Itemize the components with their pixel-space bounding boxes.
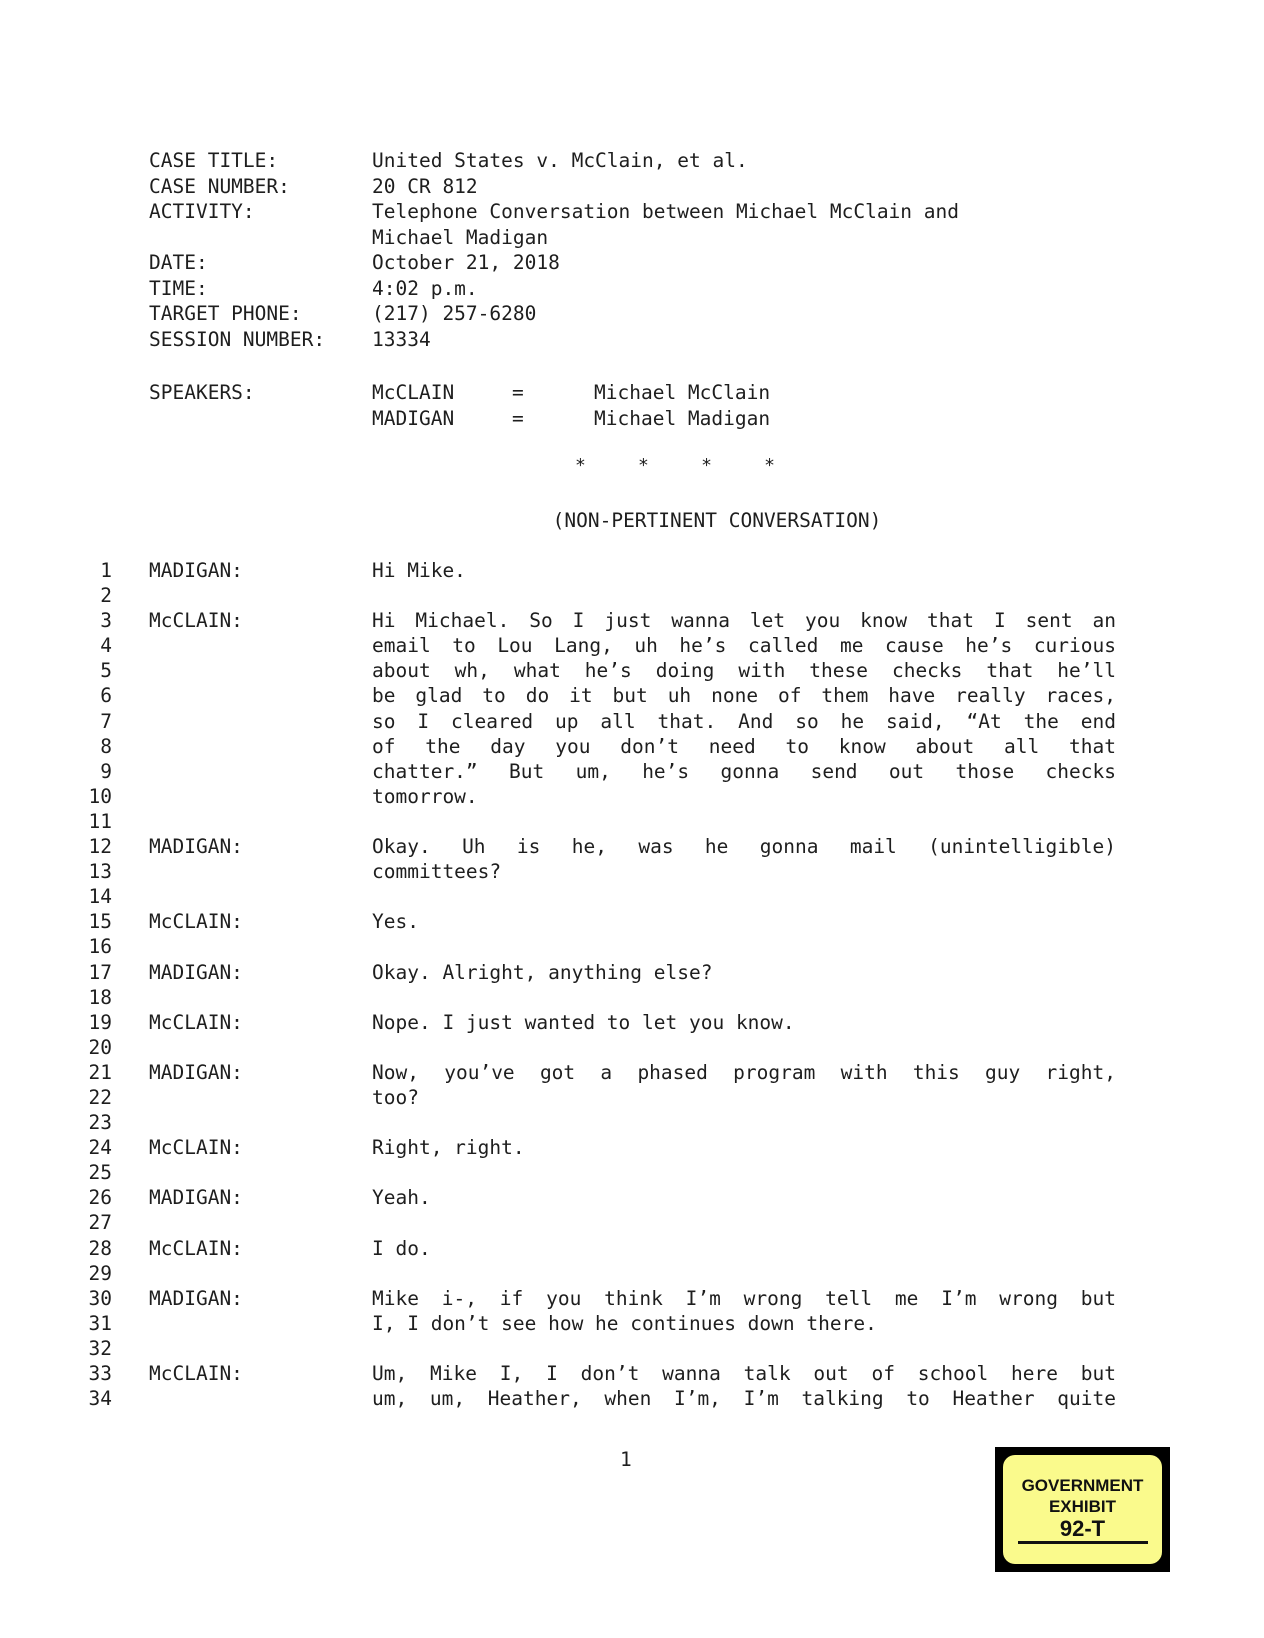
speaker-label: MADIGAN: [149, 835, 243, 859]
line-number: 7 [100, 709, 112, 733]
separator-star: * [638, 455, 649, 476]
page-number: 1 [620, 1448, 632, 1471]
utterance-text: so I cleared up all that. And so he said, “At the end [372, 709, 1116, 733]
separator-star: * [764, 455, 775, 476]
target-phone-value: (217) 257-6280 [372, 302, 537, 325]
line-number: 19 [88, 1010, 112, 1034]
line-number: 20 [88, 1035, 112, 1059]
speaker-label: McCLAIN: [149, 1136, 243, 1160]
speaker-equals: = [512, 406, 524, 430]
speaker-label: MADIGAN: [149, 960, 243, 984]
utterance-text: email to Lou Lang, uh he’s called me cause he’s curious [372, 634, 1116, 658]
speaker-name: Michael Madigan [594, 406, 771, 430]
line-number: 28 [88, 1236, 112, 1260]
line-number: 3 [100, 609, 112, 633]
line-number: 5 [100, 659, 112, 683]
speaker-equals: = [512, 381, 524, 404]
utterance-text: Okay. Alright, anything else? [372, 960, 713, 984]
non-pertinent-note: (NON-PERTINENT CONVERSATION) [552, 509, 882, 532]
activity-row [149, 199, 959, 225]
target-phone-row [149, 301, 959, 327]
utterance-text: I do. [372, 1236, 431, 1260]
date-row [149, 250, 959, 276]
line-number: 30 [88, 1286, 112, 1310]
activity-value-line1: Telephone Conversation between Michael McClain and [372, 200, 959, 223]
utterance-text: Hi Mike. [372, 559, 466, 582]
utterance-text: committees? [372, 860, 502, 884]
case-number-value: 20 CR 812 [372, 174, 478, 198]
speaker-label: McCLAIN: [149, 609, 243, 633]
line-number: 13 [88, 860, 112, 884]
line-number: 11 [88, 809, 112, 833]
line-number: 24 [88, 1136, 112, 1160]
speaker-label: McCLAIN: [149, 1010, 243, 1034]
separator-star: * [701, 455, 712, 476]
line-number: 1 [100, 559, 112, 582]
utterance-text: of the day you don’t need to know about all that [372, 734, 1116, 758]
speaker-abbr: MADIGAN [372, 406, 455, 430]
line-number: 14 [88, 885, 112, 909]
exhibit-sticker [995, 1447, 1170, 1572]
line-number: 10 [88, 784, 112, 808]
utterance-text: too? [372, 1085, 419, 1109]
speaker-label: McCLAIN: [149, 1236, 243, 1260]
line-number: 25 [88, 1161, 112, 1185]
activity-value-line2: Michael Madigan [372, 225, 549, 249]
line-number: 9 [100, 759, 112, 783]
session-number-label: SESSION NUMBER: [149, 327, 326, 351]
speaker-abbr: McCLAIN [372, 381, 455, 404]
utterance-text: Yes. [372, 910, 419, 934]
line-number: 23 [88, 1111, 112, 1135]
line-number: 12 [88, 835, 112, 859]
time-label: TIME: [149, 276, 208, 300]
case-title-label: CASE TITLE: [149, 149, 279, 172]
utterance-text: Okay. Uh is he, was he gonna mail (unintelligible) [372, 835, 1116, 859]
case-title-row [149, 148, 959, 174]
exhibit-line-government: GOVERNMENT [1021, 1476, 1144, 1495]
line-number: 34 [88, 1387, 112, 1411]
case-title-value: United States v. McClain, et al. [372, 149, 748, 172]
line-number: 16 [88, 935, 112, 959]
time-row [149, 276, 959, 302]
utterance-text: Nope. I just wanted to let you know. [372, 1010, 795, 1034]
speaker-label: MADIGAN: [149, 559, 243, 582]
speaker-label: MADIGAN: [149, 1060, 243, 1084]
speaker-label: McCLAIN: [149, 910, 243, 934]
speaker-row [149, 380, 770, 406]
date-value: October 21, 2018 [372, 251, 560, 274]
speaker-label: MADIGAN: [149, 1186, 243, 1210]
speakers-block [149, 380, 770, 431]
speakers-label: SPEAKERS: [149, 381, 255, 404]
case-header [149, 148, 959, 352]
utterance-text: be glad to do it but uh none of them have really races, [372, 684, 1116, 708]
line-number: 32 [88, 1336, 112, 1360]
speaker-row [149, 406, 770, 432]
utterance-text: about wh, what he’s doing with these checks that he’ll [372, 659, 1116, 683]
line-number: 22 [88, 1085, 112, 1109]
activity-label: ACTIVITY: [149, 200, 255, 223]
activity-row-continued [149, 225, 959, 251]
utterance-text: Yeah. [372, 1186, 431, 1210]
line-number: 15 [88, 910, 112, 934]
line-number: 33 [88, 1362, 112, 1385]
utterance-text: Mike i-, if you think I’m wrong tell me I’m wrong but [372, 1286, 1116, 1310]
utterance-text: um, um, Heather, when I’m, I’m talking to Heather quite [372, 1387, 1116, 1411]
line-number: 2 [100, 584, 112, 608]
session-number-row [149, 327, 959, 353]
utterance-text: Um, Mike I, I don’t wanna talk out of school here but [372, 1362, 1116, 1385]
case-number-label: CASE NUMBER: [149, 174, 290, 198]
utterance-text: Right, right. [372, 1136, 525, 1160]
exhibit-number: 92-T [1018, 1517, 1148, 1544]
separator-star: * [575, 455, 586, 476]
exhibit-label [1003, 1455, 1162, 1564]
utterance-text: Now, you’ve got a phased program with this guy right, [372, 1060, 1116, 1084]
speaker-label: McCLAIN: [149, 1362, 243, 1385]
target-phone-label: TARGET PHONE: [149, 302, 302, 325]
line-number: 4 [100, 634, 112, 658]
line-number: 26 [88, 1186, 112, 1210]
line-number: 27 [88, 1211, 112, 1235]
time-value: 4:02 p.m. [372, 276, 478, 300]
line-number: 18 [88, 985, 112, 1009]
speaker-name: Michael McClain [594, 381, 771, 404]
line-number: 29 [88, 1261, 112, 1285]
utterance-text: I, I don’t see how he continues down there. [372, 1311, 877, 1335]
line-number: 21 [88, 1060, 112, 1084]
speaker-label: MADIGAN: [149, 1286, 243, 1310]
utterance-text: tomorrow. [372, 784, 478, 808]
exhibit-line-exhibit: EXHIBIT [1048, 1497, 1117, 1516]
section-separator [575, 455, 775, 476]
case-number-row [149, 174, 959, 200]
line-number: 31 [88, 1311, 112, 1335]
utterance-text: chatter.” But um, he’s gonna send out those checks [372, 759, 1116, 783]
line-number: 6 [100, 684, 112, 708]
utterance-text: Hi Michael. So I just wanna let you know that I sent an [372, 609, 1116, 633]
line-number: 17 [88, 960, 112, 984]
date-label: DATE: [149, 251, 208, 274]
line-number: 8 [100, 734, 112, 758]
session-number-value: 13334 [372, 327, 431, 351]
